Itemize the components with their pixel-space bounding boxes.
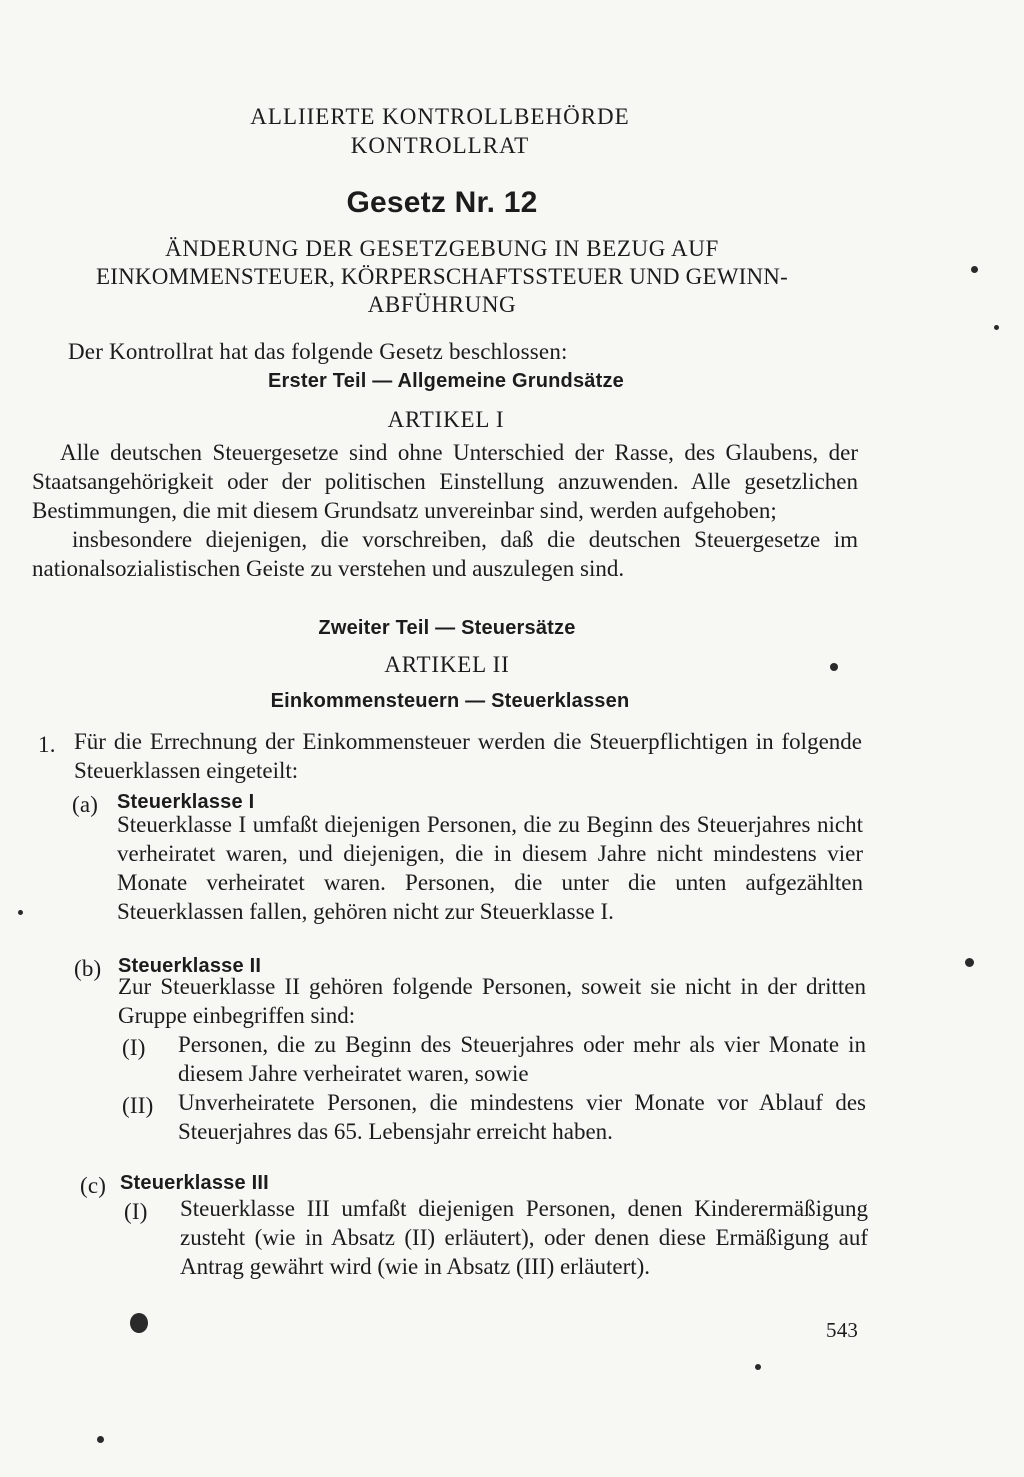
part1-heading: Erster Teil — Allgemeine Grundsätze [268, 370, 624, 392]
scan-speck [994, 325, 999, 330]
class-b-sub-2-text: Unverheiratete Personen, die mindestens vier Monate vor Ablauf des Steuerjahres das 65. Lebensjahr erreicht haben. [178, 1090, 866, 1144]
class-b-text: Zur Steuerklasse II gehören folgende Personen, soweit sie nicht in der dritten Gruppe einbegriffen sind: [118, 974, 866, 1028]
class-b-sub-1-text: Personen, die zu Beginn des Steuerjahres oder mehr als vier Monate in diesem Jahre verheiratet waren, sowie [178, 1032, 866, 1086]
class-c-title: Steuerklasse III [120, 1172, 269, 1194]
law-subtitle-line-3: ABFÜHRUNG [367, 292, 517, 317]
item-1-text: Für die Errechnung der Einkommensteuer werden die Steuerpflichtigen in folgende Steuerklassen eingeteilt: [74, 729, 862, 783]
scan-speck [755, 1364, 761, 1370]
class-b-sub-2-number: (II) [122, 1093, 154, 1118]
class-c-sub-1-number: (I) [124, 1199, 148, 1224]
class-a-title: Steuerklasse I [117, 791, 255, 813]
class-a-text: Steuerklasse I umfaßt diejenigen Personen, die zu Beginn des Steuerjahres nicht verheiratet waren, und diejenigen, die in diesem Jahre nicht mindestens vier Monate verheiratet waren. Personen, die unter die unten aufgezählten Steuerklassen fallen, gehören nicht zur Steuerklasse I. [117, 812, 863, 924]
scan-speck [965, 958, 974, 967]
section-heading: Einkommensteuern — Steuerklassen [270, 690, 630, 712]
council-heading: KONTROLLRAT [350, 133, 530, 158]
class-b-label: (b) [74, 956, 102, 981]
item-1-number: 1. [38, 732, 56, 757]
class-b-title: Steuerklasse II [118, 955, 262, 977]
class-c-sub-1-text: Steuerklasse III umfaßt diejenigen Personen, denen Kinderermäßigung zusteht (wie in Absatz (II) erläutert), oder denen diese Ermäßigung auf Antrag gewährt wird (wie in Absatz (III) erläutert). [180, 1196, 868, 1279]
article-1-paragraph-2: insbesondere diejenigen, die vorschreiben, daß die deutschen Steuergesetze im nationalsozialistischen Geiste zu verstehen und auszulegen sind. [32, 527, 858, 581]
law-title: Gesetz Nr. 12 [346, 186, 538, 219]
article-1-paragraph-1: Alle deutschen Steuergesetze sind ohne Unterschied der Rasse, des Glaubens, der Staatsangehörigkeit oder der politischen Einstellung anzuwenden. Alle gesetzlichen Bestimmungen, die mit diesem Grundsatz unvereinbar sind, werden aufgehoben; [32, 440, 858, 523]
scan-speck [130, 1313, 148, 1333]
law-subtitle-line-1: ÄNDERUNG DER GESETZGEBUNG IN BEZUG AUF [165, 236, 719, 261]
class-c-label: (c) [80, 1173, 107, 1198]
article-1-body [32, 438, 858, 583]
law-subtitle-line-2: EINKOMMENSTEUER, KÖRPERSCHAFTSSTEUER UND GEWINN- [96, 264, 788, 289]
preamble: Der Kontrollrat hat das folgende Gesetz beschlossen: [68, 339, 568, 364]
scan-speck [971, 266, 978, 273]
scan-speck [97, 1436, 104, 1443]
scan-speck [18, 910, 23, 915]
authority-heading: ALLIIERTE KONTROLLBEHÖRDE [250, 104, 630, 129]
scan-speck [830, 663, 838, 671]
class-b-sub-1-number: (I) [122, 1035, 146, 1060]
page-number: 543 [826, 1318, 859, 1342]
class-a-label: (a) [72, 792, 99, 817]
article-2-heading: ARTIKEL II [384, 652, 510, 677]
part2-heading: Zweiter Teil — Steuersätze [318, 617, 576, 639]
article-1-heading: ARTIKEL I [387, 407, 505, 432]
